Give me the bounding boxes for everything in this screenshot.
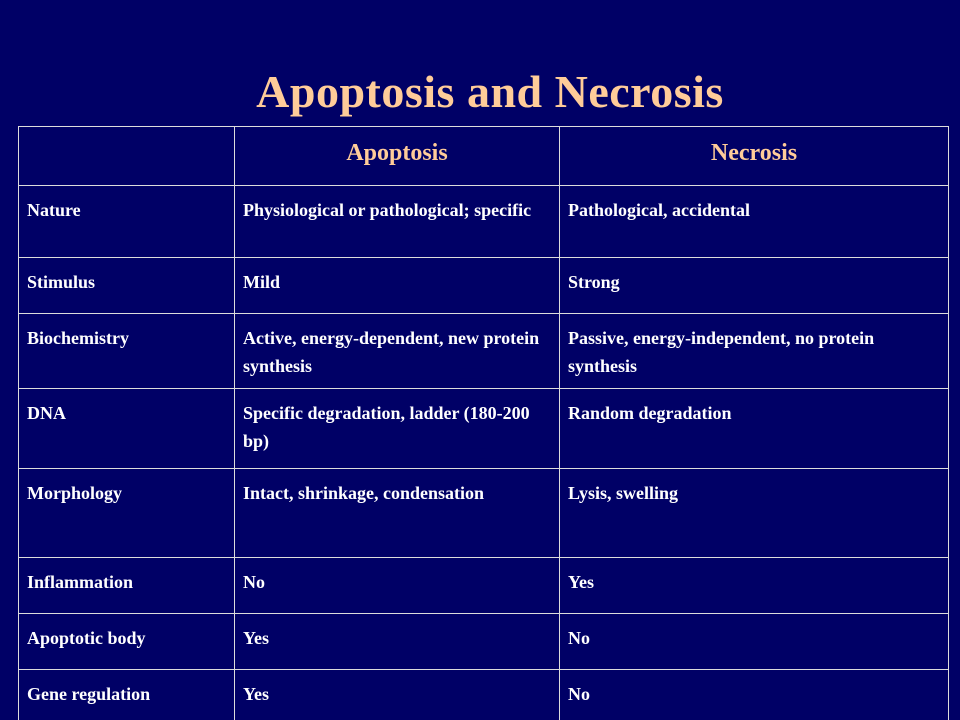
apoptosis-cell: Intact, shrinkage, condensation [235, 469, 560, 558]
slide-title: Apoptosis and Necrosis [256, 66, 724, 117]
header-cell-necrosis: Necrosis [560, 127, 949, 186]
table-row [19, 389, 949, 469]
necrosis-cell: Lysis, swelling [560, 469, 949, 558]
comparison-table [18, 126, 949, 720]
row-label: Inflammation [19, 558, 235, 614]
header-cell-apoptosis: Apoptosis [235, 127, 560, 186]
row-label: Stimulus [19, 258, 235, 314]
necrosis-cell: Passive, energy-independent, no protein synthesis [560, 314, 949, 389]
apoptosis-cell: Physiological or pathological; specific [235, 186, 560, 258]
apoptosis-cell: Specific degradation, ladder (180-200 bp) [235, 389, 560, 469]
row-label: DNA [19, 389, 235, 469]
table-row [19, 670, 949, 720]
necrosis-cell: No [560, 670, 949, 720]
table-row [19, 258, 949, 314]
table-row [19, 186, 949, 258]
necrosis-cell: Pathological, accidental [560, 186, 949, 258]
table-header-row [19, 127, 949, 186]
necrosis-cell: No [560, 614, 949, 670]
row-label: Biochemistry [19, 314, 235, 389]
apoptosis-cell: Yes [235, 670, 560, 720]
row-label: Nature [19, 186, 235, 258]
apoptosis-cell: Mild [235, 258, 560, 314]
necrosis-cell: Strong [560, 258, 949, 314]
necrosis-cell: Random degradation [560, 389, 949, 469]
row-label: Morphology [19, 469, 235, 558]
row-label: Gene regulation [19, 670, 235, 720]
apoptosis-cell: Yes [235, 614, 560, 670]
table-row [19, 314, 949, 389]
apoptosis-cell: Active, energy-dependent, new protein synthesis [235, 314, 560, 389]
table-row [19, 614, 949, 670]
row-label: Apoptotic body [19, 614, 235, 670]
table-row [19, 469, 949, 558]
apoptosis-cell: No [235, 558, 560, 614]
table-row [19, 558, 949, 614]
header-cell-empty [19, 127, 235, 186]
necrosis-cell: Yes [560, 558, 949, 614]
